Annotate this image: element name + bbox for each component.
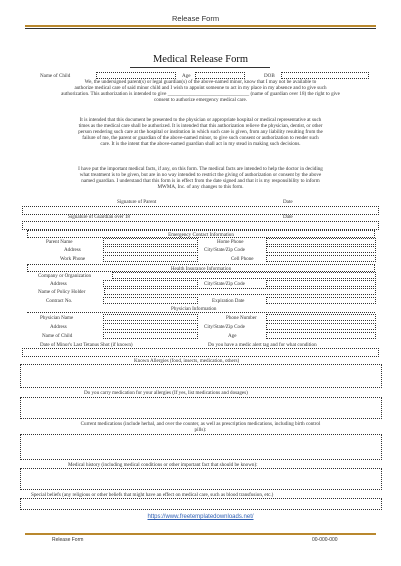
signature-guardian-date-label: Date (283, 214, 293, 220)
company-field[interactable] (112, 272, 376, 279)
physician-age-label: Age (228, 333, 237, 339)
intro-line: We, the undersigned parent(s) or legal guardian(s) of the above-named minor, know that I may not be available to (84, 79, 317, 85)
footer-code: 00-000-000 (312, 537, 338, 543)
physician-city-field[interactable] (266, 323, 376, 330)
signature-parent-date-label: Date (283, 199, 293, 205)
signature-guardian-label: Signature of Guardian over 18 (68, 214, 130, 220)
company-label: Company or Organization (38, 273, 92, 279)
contract-no-field[interactable] (103, 297, 198, 304)
emergency-city-label: City/State/Zip Code (204, 247, 245, 253)
website-link[interactable]: https://www.freetemplatedownloads.net/ (147, 514, 254, 520)
current-medications-label (22, 421, 379, 433)
contract-no-label: Contract No. (46, 298, 73, 304)
dob-label: DOB (264, 73, 275, 79)
insurance-address-field[interactable] (103, 280, 198, 287)
emergency-city-field[interactable] (266, 246, 376, 253)
intro-paragraph (22, 79, 379, 103)
parent-name-field[interactable] (103, 238, 198, 245)
paragraph-line: MWMA, Inc. of any changes to this form. (157, 184, 244, 191)
tetanus-field[interactable] (22, 348, 379, 357)
expiration-date-field[interactable] (266, 297, 376, 304)
age-field[interactable] (195, 72, 245, 79)
liability-paragraph (22, 117, 379, 147)
intro-line: authorize medical care of said minor child and I wish to appoint someone to act in my place in my absence and to give such (74, 85, 327, 92)
current-medications-line: pills): (194, 427, 207, 434)
physician-name-field[interactable] (103, 314, 198, 321)
cell-phone-field[interactable] (266, 255, 376, 262)
medical-history-label: Medical history (including medical conditions or other important fact that should be known): (68, 462, 258, 468)
emergency-address-label: Address (64, 247, 81, 253)
paragraph-line: failure of me, the parent or guardian of the above-named minor, to give such consent or authorization to render such (82, 135, 319, 142)
physician-header: Physician Information (171, 306, 217, 312)
paragraph-line: named guardian. I understand that this form is in effect from the date signed and that it is my responsibility to inform (81, 178, 320, 185)
paragraph-line: what treatment is to be given, but are in no way intended to restrict the giving of authorization or consent by the above (79, 172, 322, 179)
physician-phone-label: Phone Number (226, 315, 257, 321)
cell-phone-label: Cell Phone (231, 256, 254, 262)
health-insurance-title: Health Insurance Information (170, 265, 232, 272)
physician-child-name-label: Name of Child (42, 333, 73, 339)
emergency-address-field[interactable] (103, 246, 198, 253)
intro-line: authorization. This authorization is intended to give ________________________________ (name of guardian over 18) the right to give (61, 91, 340, 98)
insurance-city-label: City/State/Zip Code (204, 281, 245, 287)
special-beliefs-label: Special beliefs (any religious or other beliefs that might have an effect on medical care, such as blood transfusion, etc.) (31, 492, 274, 498)
paragraph-line: person rendering such care at the hospital or institution in which such care is given, from any liability resulting from the (78, 129, 323, 136)
insurance-city-field[interactable] (266, 280, 376, 287)
age-label: Age (182, 73, 191, 79)
paragraph-line: times as the medical care shall be authorized. It is intended that this authorization relieve the physician, dentist, or other (78, 123, 323, 130)
physician-phone-field[interactable] (266, 314, 376, 321)
paragraph-line: I have put the important medical facts, if any, on this form. The medical facts are intended to help the doctor in deciding (78, 166, 323, 172)
physician-address-field[interactable] (103, 323, 198, 330)
medical-facts-paragraph (22, 166, 379, 190)
footer-title: Release Form (52, 537, 84, 543)
current-medications-line: Current medications (include herbal, and over the counter, as well as prescription medications, including birth control (80, 421, 321, 427)
expiration-date-label: Expiration Date (212, 298, 245, 304)
title-underline (130, 67, 270, 68)
header-rule-accent (25, 25, 376, 27)
emergency-contact-header (27, 230, 375, 238)
allergies-field[interactable] (20, 364, 382, 388)
physician-city-label: City/State/Zip Code (204, 324, 245, 330)
name-of-child-label: Name of Child (40, 73, 71, 79)
home-phone-label: Home Phone (217, 239, 244, 245)
signature-guardian-field[interactable] (22, 221, 379, 230)
signature-parent-label: Signature of Parent (117, 199, 157, 205)
allergy-medication-field[interactable] (20, 397, 382, 419)
allergy-medication-label: Do you carry medication for your allergies (If yes, list medications and dosages) (84, 390, 248, 396)
physician-name-label: Physician Name (40, 315, 74, 321)
health-insurance-header (27, 264, 375, 272)
policy-holder-label: Name of Policy Holder (38, 289, 86, 295)
paragraph-line: care. It is the intent that the above-named guardian shall act in my stead in making such decisions. (100, 141, 301, 148)
form-title: Medical Release Form (152, 54, 249, 65)
work-phone-field[interactable] (103, 255, 198, 262)
name-of-child-field[interactable] (96, 72, 176, 79)
insurance-address-label: Address (50, 281, 67, 287)
work-phone-label: Work Phone (60, 256, 86, 262)
home-phone-field[interactable] (266, 238, 376, 245)
medic-alert-label: Do you have a medic alert tag and for what condition (208, 342, 317, 348)
physician-child-name-field[interactable] (103, 332, 198, 339)
footer-rule (25, 533, 376, 535)
intro-line: consent to authorize emergency medical care. (154, 97, 247, 104)
physician-divider (27, 312, 375, 313)
current-medications-field[interactable] (20, 434, 382, 460)
tetanus-label: Date of Minor's Last Tetanus Shot (if known) (40, 342, 133, 348)
special-beliefs-field[interactable] (20, 498, 382, 510)
policy-holder-field[interactable] (104, 288, 376, 295)
dob-field[interactable] (281, 72, 369, 79)
header-rule (25, 28, 376, 29)
emergency-contact-title: Emergency Contact Information (168, 231, 234, 238)
physician-address-label: Address (50, 324, 67, 330)
physician-age-field[interactable] (266, 332, 376, 339)
header-title: Release Form (172, 14, 220, 23)
parent-name-label: Parent Name (46, 239, 73, 245)
allergies-label: Known Allergies (food, insects, medication, others) (134, 358, 240, 364)
paragraph-line: It is intended that this document be presented to the physician or appropriate hospital or medical representative at such (79, 117, 322, 123)
medical-history-field[interactable] (20, 468, 382, 490)
